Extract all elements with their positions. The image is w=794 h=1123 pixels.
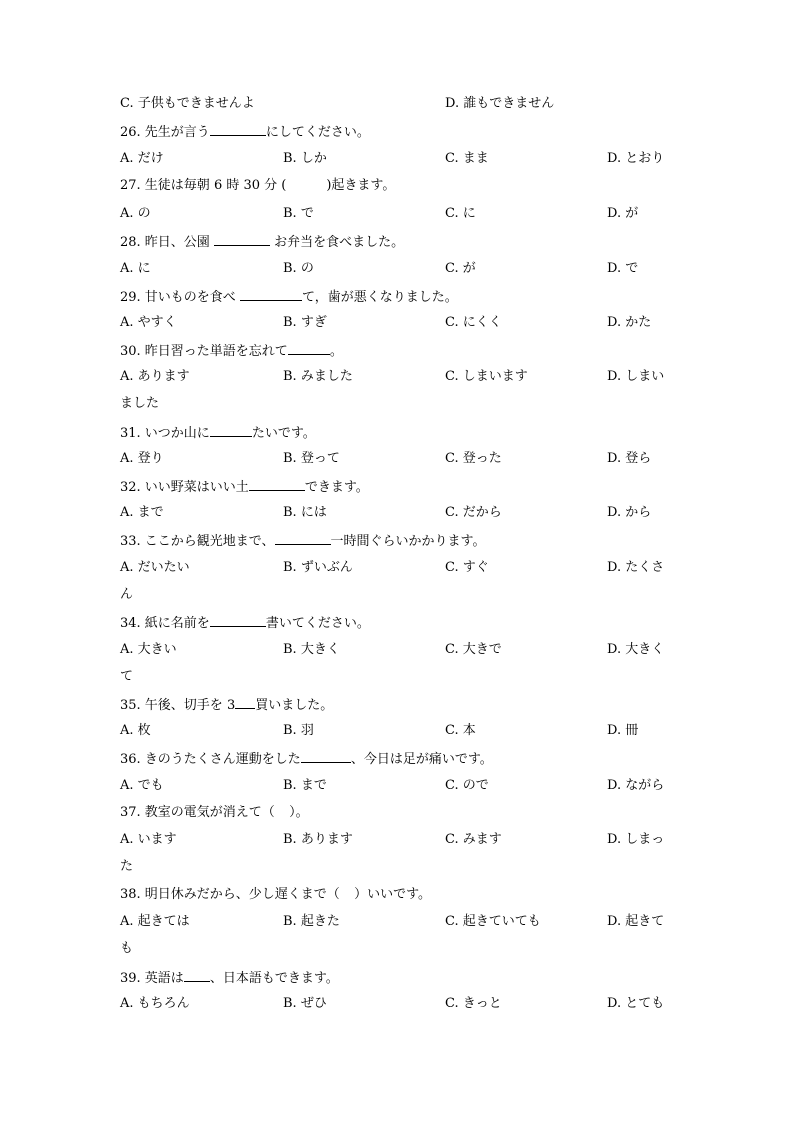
option-b: B. 大きく <box>283 642 340 657</box>
option-d: D. とおり <box>607 151 665 166</box>
option-b: B. まで <box>283 778 327 793</box>
answer-blank <box>210 422 252 437</box>
answer-blank <box>210 121 266 136</box>
option-a: A. でも <box>120 778 164 793</box>
option-a: A. います <box>120 832 177 847</box>
option-b: B. しか <box>283 151 327 166</box>
option-wrap: た <box>120 859 134 874</box>
question-stem: 31. いつか山に たいです。 <box>120 422 316 442</box>
option-c: C. しまいます <box>445 369 528 384</box>
answer-blank <box>214 231 270 246</box>
option-b: B. あります <box>283 832 353 847</box>
option-a: A. だけ <box>120 151 164 166</box>
option-d: D. が <box>607 206 639 221</box>
option-c: C. 起きていても <box>445 914 541 929</box>
option-a: A. もちろん <box>120 996 190 1011</box>
option-d: D. 起きて <box>607 914 665 929</box>
option-d: D. たくさ <box>607 560 665 575</box>
option-c: C. きっと <box>445 996 502 1011</box>
answer-blank <box>210 612 266 627</box>
answer-blank <box>288 340 330 355</box>
option-a: A. 登り <box>120 451 164 466</box>
option-d: D. 登ら <box>607 451 652 466</box>
question-stem: 34. 紙に名前を 書いてください。 <box>120 612 370 632</box>
option-c: C. 登った <box>445 451 502 466</box>
question-stem: 26. 先生が言う にしてください。 <box>120 121 370 141</box>
option-b: B. 羽 <box>283 723 314 738</box>
option-d: D. 誰もできません <box>445 96 555 111</box>
question-stem: 32. いい野菜はいい土 できます。 <box>120 476 369 496</box>
question-stem: 37. 教室の電気が消えて（ ）。 <box>120 805 309 820</box>
option-d: D. かた <box>607 315 652 330</box>
answer-blank <box>240 286 302 301</box>
option-b: B. には <box>283 505 327 520</box>
answer-blank <box>301 748 351 763</box>
option-a: A. の <box>120 206 151 221</box>
option-a: A. あります <box>120 369 190 384</box>
option-c: C. 大きで <box>445 642 502 657</box>
option-a: A. やすく <box>120 315 177 330</box>
option-c: C. に <box>445 206 476 221</box>
question-stem: 39. 英語は 、日本語もできます。 <box>120 967 339 987</box>
option-wrap: ん <box>120 587 134 602</box>
option-d: D. 冊 <box>607 723 639 738</box>
option-b: B. ずいぶん <box>283 560 353 575</box>
question-stem: 27. 生徒は毎朝 6 時 30 分 ( )起きます。 <box>120 178 396 193</box>
answer-blank <box>184 967 210 982</box>
question-stem: 35. 午後、切手を 3 買いました。 <box>120 694 333 714</box>
option-b: B. みました <box>283 369 353 384</box>
answer-blank <box>249 476 305 491</box>
question-stem: 38. 明日休みだから、少し遅くまで（ ）いいです。 <box>120 887 432 902</box>
option-a: A. 大きい <box>120 642 177 657</box>
option-c: C. にくく <box>445 315 502 330</box>
option-d: D. ながら <box>607 778 665 793</box>
option-c: C. 子供もできませんよ <box>120 96 255 111</box>
option-wrap: も <box>120 941 134 956</box>
option-wrap: て <box>120 669 134 684</box>
option-b: B. 登って <box>283 451 340 466</box>
answer-blank <box>235 694 255 709</box>
question-stem: 33. ここから観光地まで、 一時間ぐらいかかります。 <box>120 530 486 550</box>
option-c: C. みます <box>445 832 502 847</box>
option-a: A. だいたい <box>120 560 190 575</box>
option-wrap: ました <box>120 396 160 411</box>
answer-blank <box>275 530 331 545</box>
option-c: C. 本 <box>445 723 476 738</box>
option-d: D. とても <box>607 996 665 1011</box>
option-c: C. が <box>445 261 476 276</box>
question-stem: 30. 昨日習った単語を忘れて 。 <box>120 340 343 360</box>
option-d: D. しまい <box>607 369 665 384</box>
option-d: D. から <box>607 505 652 520</box>
option-c: C. だから <box>445 505 502 520</box>
question-stem: 28. 昨日、公園 お弁当を食べました。 <box>120 231 404 251</box>
option-b: B. すぎ <box>283 315 327 330</box>
option-a: A. まで <box>120 505 164 520</box>
option-c: C. すぐ <box>445 560 489 575</box>
option-a: A. に <box>120 261 151 276</box>
question-stem: 36. きのうたくさん運動をした 、今日は足が痛いです。 <box>120 748 493 768</box>
option-d: D. 大きく <box>607 642 665 657</box>
option-b: B. 起きた <box>283 914 340 929</box>
question-stem: 29. 甘いものを食べ て，歯が悪くなりました。 <box>120 286 458 306</box>
option-c: C. まま <box>445 151 489 166</box>
option-a: A. 枚 <box>120 723 151 738</box>
option-c: C. ので <box>445 778 489 793</box>
option-d: D. しまっ <box>607 832 665 847</box>
option-a: A. 起きては <box>120 914 190 929</box>
option-b: B. の <box>283 261 314 276</box>
option-d: D. で <box>607 261 639 276</box>
option-b: B. ぜひ <box>283 996 327 1011</box>
option-b: B. で <box>283 206 314 221</box>
